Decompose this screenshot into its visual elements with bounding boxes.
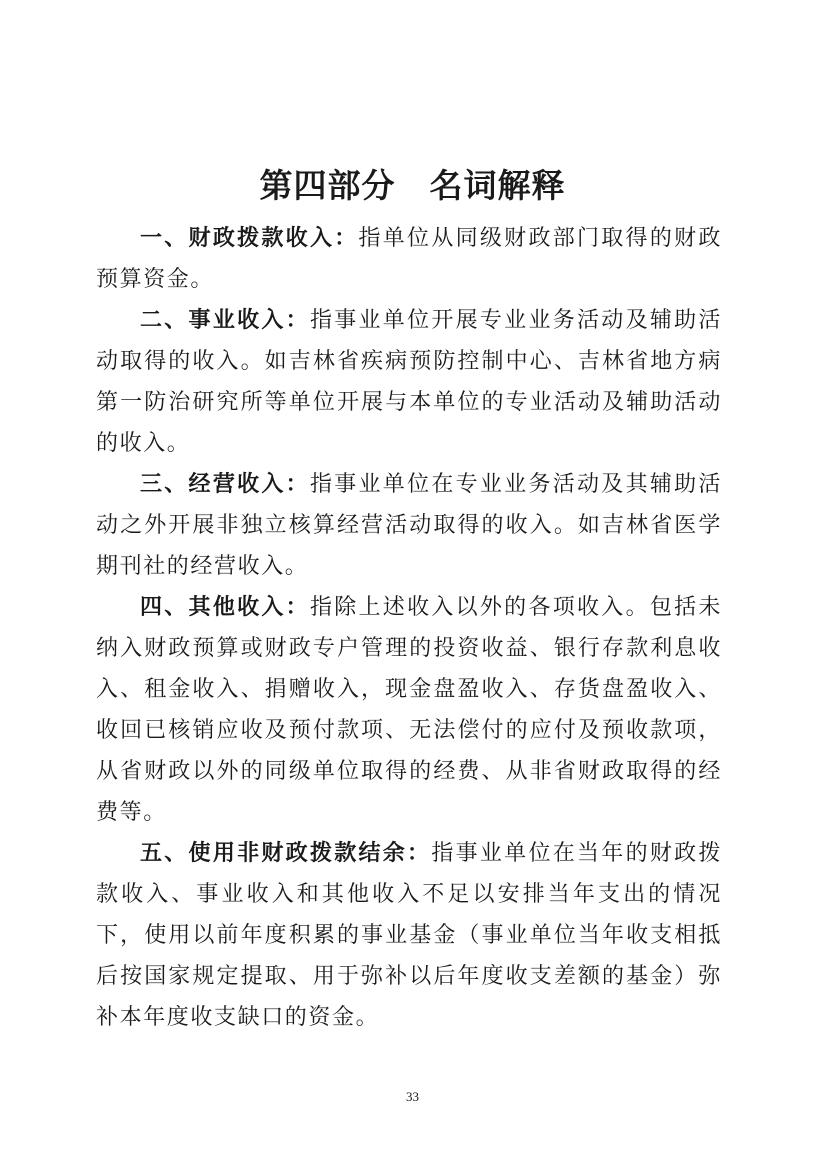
term-label: 四、其他收入：	[140, 594, 310, 620]
glossary-entry-2	[96, 300, 722, 464]
term-definition: 指事业单位在专业业务活动及其辅助活动之外开展非独立核算经营活动取得的收入。如吉林省医学期刊社的经营收入。	[96, 472, 723, 579]
term-definition: 指单位从同级财政部门取得的财政预算资金。	[96, 226, 722, 292]
term-label: 二、事业收入：	[140, 307, 310, 333]
glossary-entry-5	[96, 833, 722, 1038]
glossary-content	[96, 218, 722, 1038]
term-definition: 指除上述收入以外的各项收入。包括未纳入财政预算或财政专户管理的投资收益、银行存款利息收入、租金收入、捐赠收入，现金盘盈收入、存货盘盈收入、收回已核销应收及预付款项、无法偿付的应付及预收款项，从省财政以外的同级单位取得的经费、从非省财政取得的经费等。	[96, 595, 723, 825]
page-number: 33	[406, 1089, 419, 1104]
term-label: 五、使用非财政拨款结余：	[140, 840, 432, 866]
glossary-entry-1	[96, 218, 722, 300]
term-label: 一、财政拨款收入：	[140, 225, 359, 251]
glossary-entry-3	[96, 464, 722, 587]
glossary-entry-4	[96, 587, 722, 833]
term-definition: 指事业单位开展专业业务活动及辅助活动取得的收入。如吉林省疾病预防控制中心、吉林省地方病第一防治研究所等单位开展与本单位的专业活动及辅助活动的收入。	[96, 308, 723, 456]
page-title: 第四部分 名词解释	[259, 166, 566, 205]
term-definition: 指事业单位在当年的财政拨款收入、事业收入和其他收入不足以安排当年支出的情况下，使用以前年度积累的事业基金（事业单位当年收支相抵后按国家规定提取、用于弥补以后年度收支差额的基金）弥补本年度收支缺口的资金。	[96, 841, 723, 1030]
term-label: 三、经营收入：	[140, 471, 310, 497]
